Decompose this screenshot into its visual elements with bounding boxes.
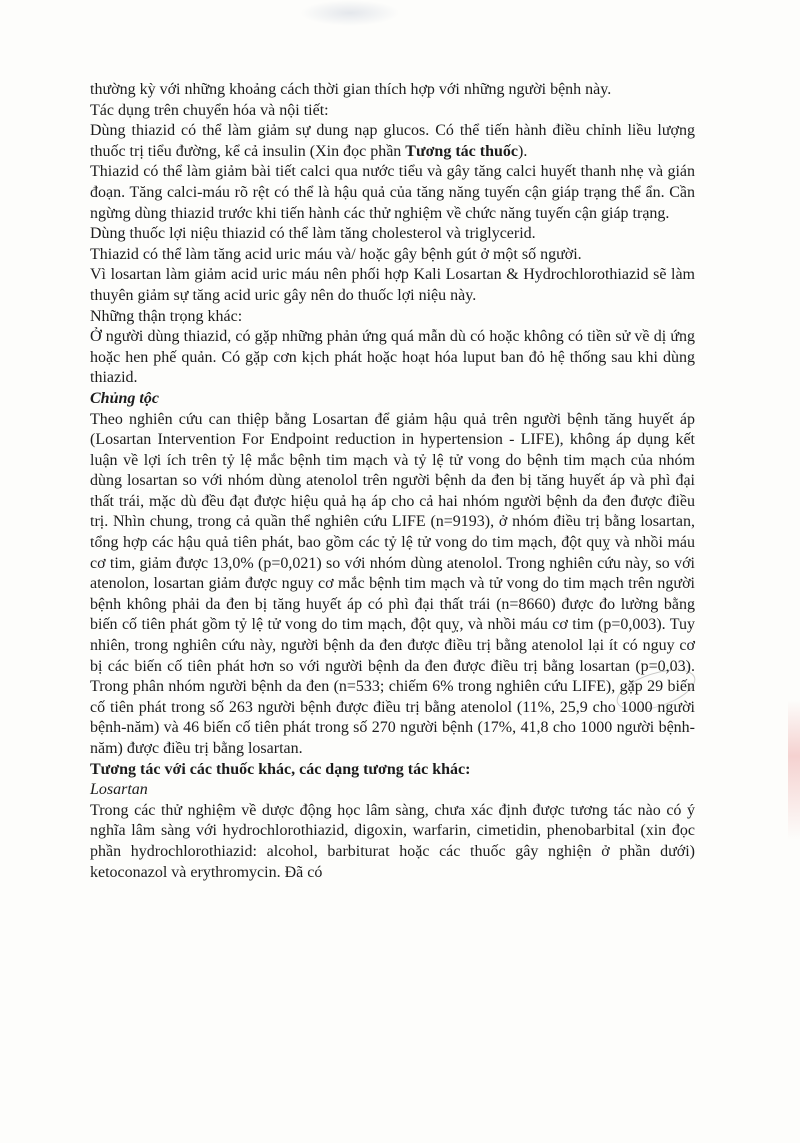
paragraph-continuation: thường kỳ với những khoảng cách thời gian thích hợp với những người bệnh này. <box>90 81 612 98</box>
margin-stamp-fragment <box>778 508 800 608</box>
subheading-other-precautions: Những thận trọng khác: <box>90 307 243 325</box>
scan-smudge <box>300 0 400 26</box>
heading-interactions: Tương tác với các thuốc khác, các dạng tương tác khác: <box>90 760 471 778</box>
subheading-losartan: Losartan <box>90 781 148 799</box>
paragraph-glucose <box>90 121 695 162</box>
subheading-metabolism: Tác dụng trên chuyển hóa và nội tiết: <box>90 101 329 119</box>
paragraph-calcium: Thiazid có thể làm giảm bài tiết calci qua nước tiểu và gây tăng calci huyết thanh nhẹ và gián đoạn. Tăng calci-máu rõ rệt có thể là hậu quả của tăng năng tuyến cận giáp trạng thể ẩn. Cần ngừng dùng thiazid trước khi tiến hành các thử nghiệm về chức năng tuyến cận giáp trạng. <box>90 163 695 222</box>
paragraph-pharmacokinetics: Trong các thử nghiệm về dược động học lâm sàng, chưa xác định được tương tác nào có ý nghĩa lâm sàng với hydrochlorothiazid, digoxin, warfarin, cimetidin, phenobarbital (xin đọc phần hydrochlorothiazid: alcohol, barbiturat hoặc các thuốc gây nghiện ở phần dưới) ketoconazol và erythromycin. Đã có <box>90 801 695 881</box>
cross-reference-bold: Tương tác thuốc <box>405 142 518 160</box>
paragraph-glucose-end: ). <box>517 142 528 160</box>
paragraph-life-study: Theo nghiên cứu can thiệp bằng Losartan để giảm hậu quả trên người bệnh tăng huyết áp (Losartan Intervention For Endpoint reduction in hypertension - LIFE), không áp dụng kết luận về lợi ích trên tỷ lệ mắc bệnh tim mạch và tỷ lệ tử vong do bệnh tim mạch của nhóm dùng losartan so với nhóm dùng atenolol trên người bệnh da đen bị tăng huyết áp và phì đại thất trái, mặc dù đều đạt được hiệu quả hạ áp cho cả hai nhóm người bệnh da đen được điều trị. Nhìn chung, trong cả quần thể nghiên cứu LIFE (n=9193), ở nhóm điều trị bằng losartan, tổng hợp các hậu quả tiên phát, bao gồm các tỷ lệ tử vong do tim mạch, đột quỵ và nhồi máu cơ tim, giảm được 13,0% (p=0,021) so với nhóm dùng atenolol. Trong nghiên cứu này, so với atenolon, losartan giảm được nguy cơ mắc bệnh tim mạch và tử vong do tim mạch trên người bệnh không phải da đen bị tăng huyết áp có phì đại thất trái (n=8660) được đo lường bằng biến cố tiên phát gồm tỷ lệ tử vong do tim mạch, đột quỵ, và nhồi máu cơ tim (p=0,003). Tuy nhiên, trong nghiên cứu này, người bệnh da đen được điều trị bằng atenolol lại ít có nguy cơ bị các biến cố tiên phát hơn so với người bệnh da đen được điều trị bằng losartan (p=0,03). Trong phân nhóm người bệnh da đen (n=533; chiếm 6% trong nghiên cứu LIFE), gặp 29 biến cố tiên phát trong số 263 người bệnh được điều trị bằng atenolol (11%, 25,9 cho 1000 người bệnh-năm) và 46 biến cố tiên phát trong số 270 người bệnh (17%, 41,8 cho 1000 người bệnh-năm) được điều trị bằng losartan. <box>90 410 695 757</box>
paragraph-cholesterol: Dùng thuốc lợi niệu thiazid có thể làm tăng cholesterol và triglycerid. <box>90 225 536 243</box>
paragraph-glucose-text: Dùng thiazid có thể làm giảm sự dung nạp glucos. Có thể tiến hành điều chỉnh liều lượng thuốc trị tiểu đường, kể cả insulin (Xin đọc phần <box>90 122 695 160</box>
paragraph-losartan-uric: Vì losartan làm giảm acid uric máu nên phối hợp Kali Losartan & Hydrochlorothiazid sẽ làm thuyên giảm sự tăng acid uric gây nên do thuốc lợi niệu này. <box>90 266 695 304</box>
heading-race: Chủng tộc <box>90 389 159 407</box>
paragraph-uric-acid: Thiazid có thể làm tăng acid uric máu và/ hoặc gây bệnh gút ở một số người. <box>90 245 582 263</box>
document-page <box>90 80 695 883</box>
paragraph-hypersensitivity: Ở người dùng thiazid, có gặp những phản ứng quá mẫn dù có hoặc không có tiền sử về dị ứng hoặc hen phế quản. Có gặp cơn kịch phát hoặc hoạt hóa luput ban đỏ hệ thống sau khi dùng thiazid. <box>90 328 695 387</box>
margin-red-mark <box>788 700 800 840</box>
